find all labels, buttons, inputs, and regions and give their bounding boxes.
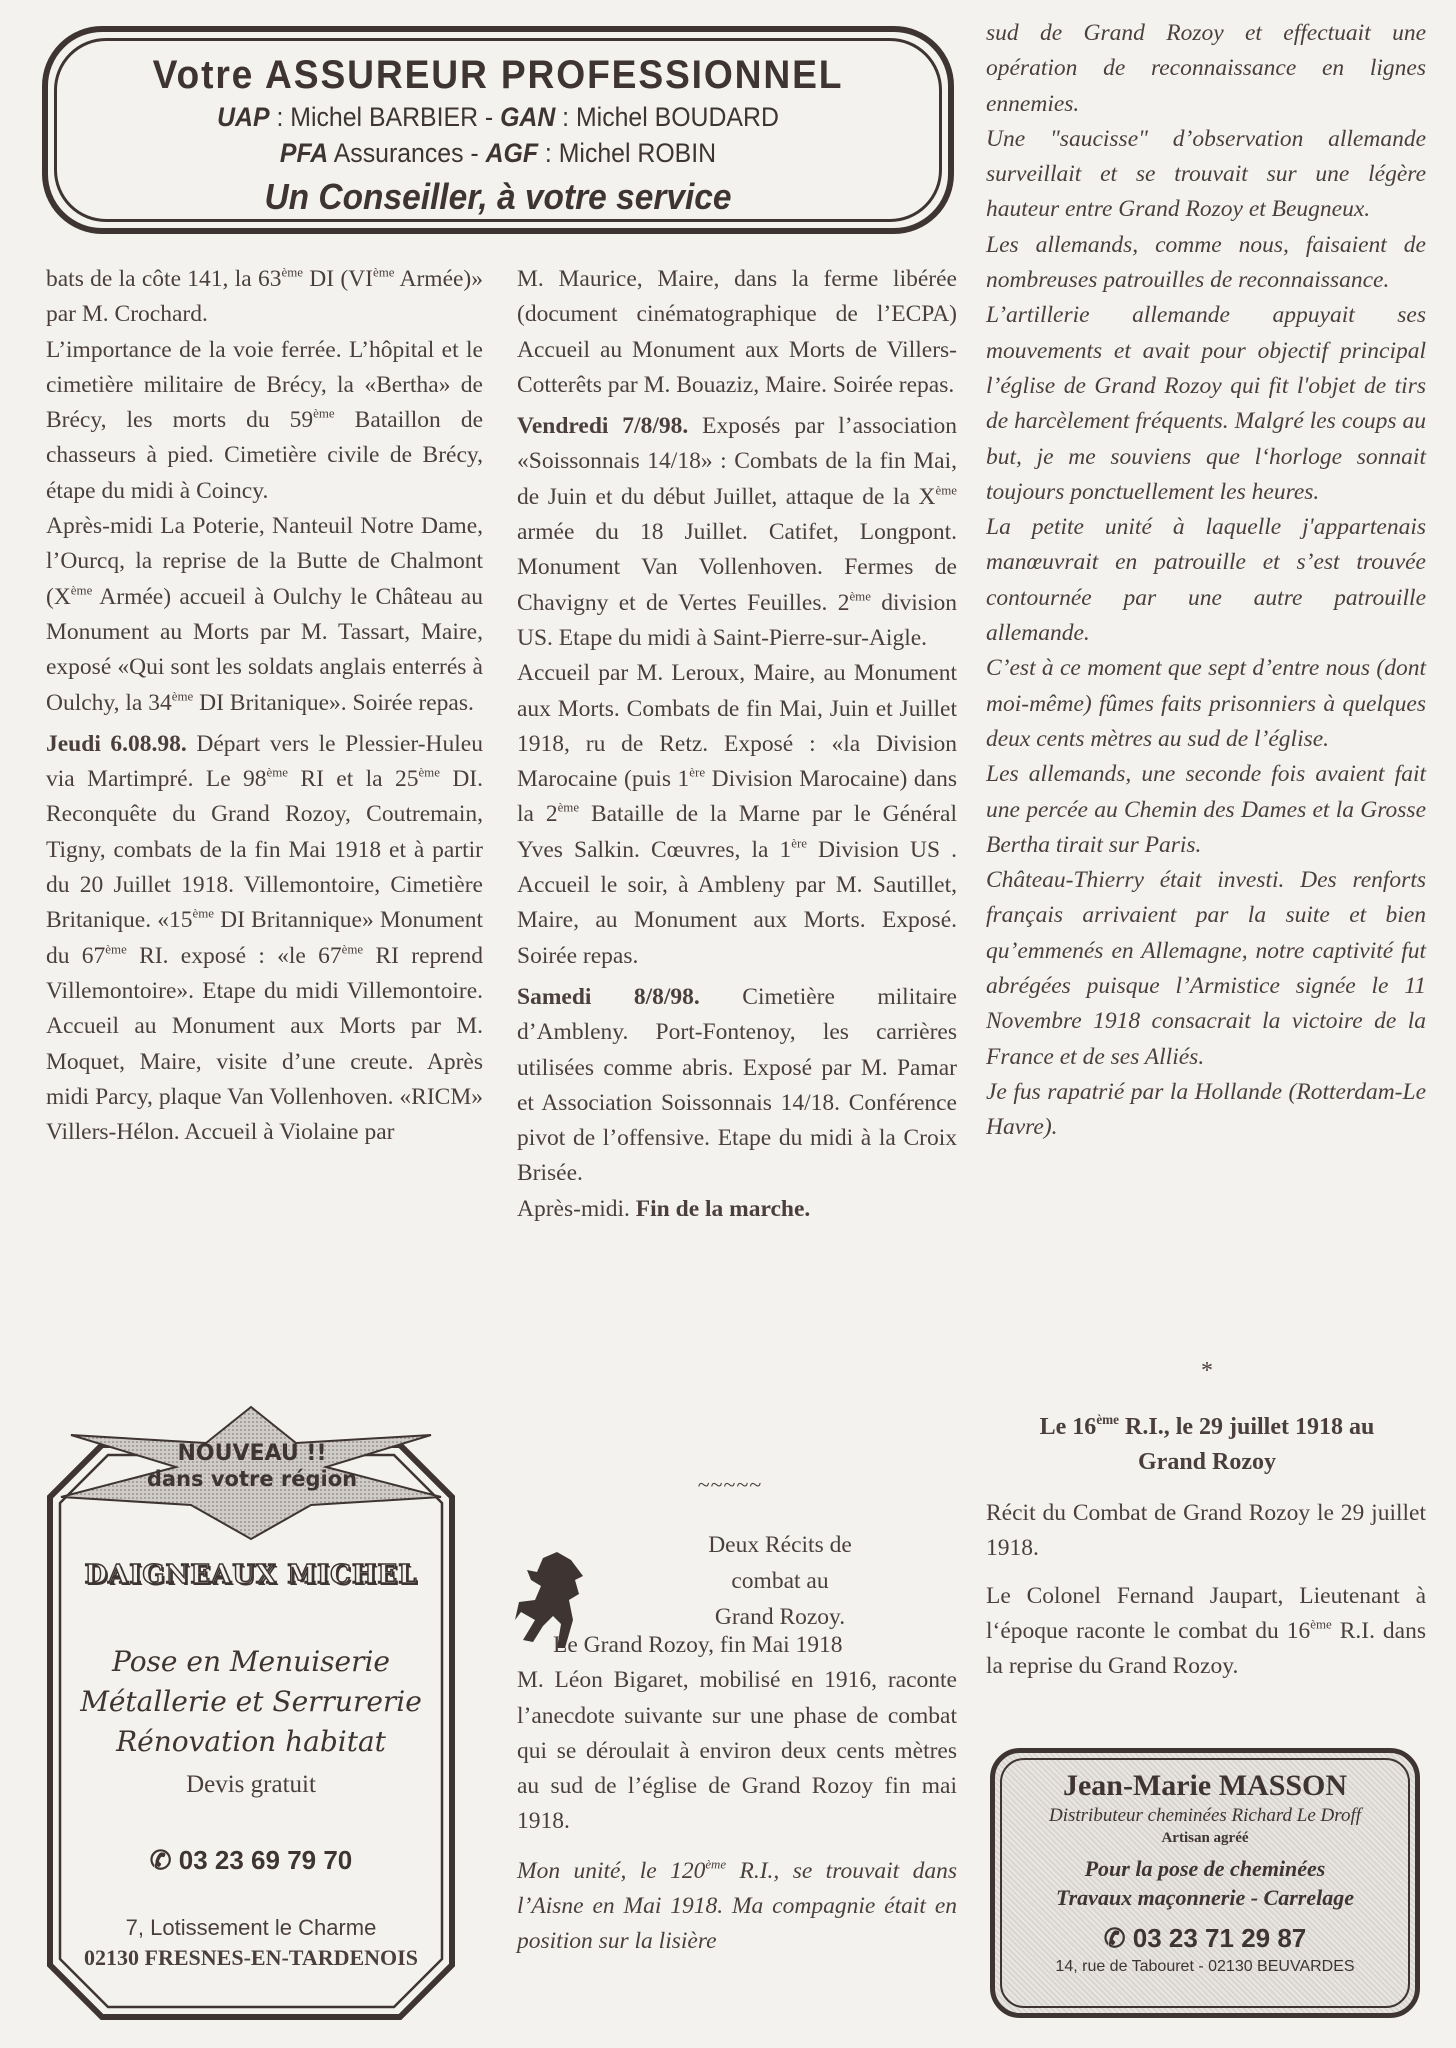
ad-agents-line-1: UAP : Michel BARBIER - GAN : Michel BOUDARD — [217, 102, 779, 132]
ad-phone: ✆ 03 23 71 29 87 — [1103, 1923, 1307, 1953]
column-2 — [517, 262, 957, 1227]
paragraph: Accueil par M. Leroux, Maire, au Monument aux Morts. Combats de fin Mai, Juin et Juillet 1918, ru de Retz. Exposé : «la Division Marocaine (puis 1ère Division Marocaine) dans la 2ème Bataille de la Marne par le Général Yves Salkin. Cœuvres, la 1ère Division US . Accueil le soir, à Ambleny par M. Sautillet, Maire, au Monument aux Morts. Exposé. Soirée repas. — [517, 660, 958, 969]
phone-icon: ✆ — [149, 1845, 172, 1875]
phone-icon: ✆ — [1103, 1923, 1126, 1953]
section-separator: ~~~~~ — [697, 1472, 763, 1497]
badge-line-1: NOUVEAU !! — [177, 1441, 327, 1466]
ad-agents-line-2: PFA Assurances - AGF : Michel ROBIN — [279, 138, 717, 168]
ad-approved: Artisan agréé — [1161, 1830, 1249, 1846]
masson-ad — [990, 1748, 1420, 2018]
paragraph: L’artillerie allemande appuyait ses mouvements et avait pour objectif principal l’église de Grand Rozoy qui fit l'objet de tirs de harcèlement fréquents. Malgré les coups au but, je me souviens que l‘horloge sonnait toujours ponctuellement les heures. — [986, 302, 1426, 505]
paragraph: L’importance de la voie ferrée. L’hôpital et le cimetière militaire de Brécy, la «Bertha» de Brécy, les morts du 59ème Bataillon de chasseurs à pied. Cimetière civile de Brécy, étape du midi à Coincy. — [46, 336, 483, 504]
asterisk-separator: * — [1201, 1358, 1213, 1384]
paragraph: bats de la côte 141, la 63ème DI (VIème Armée)» par M. Crochard. — [46, 264, 484, 328]
ad-service: Pose en Menuiserie — [111, 1645, 391, 1678]
section-heading-line: Grand Rozoy. — [714, 1604, 846, 1630]
section-heading-line: Deux Récits de — [708, 1532, 852, 1558]
ad-name: Jean-Marie MASSON — [1062, 1769, 1348, 1802]
section-heading-16ri-line-2: Grand Rozoy — [1138, 1449, 1276, 1475]
ad-phone: ✆ 03 23 69 79 70 — [149, 1845, 353, 1875]
paragraph-samedi: Samedi 8/8/98. Cimetière militaire d’Ambleny. Port-Fontenoy, les carrières utilisées comme abris. Exposé par M. Pamar et Association Soissonnais 14/18. Conférence pivot de l’offensive. Etape du midi à la Croix Brisée. — [517, 983, 957, 1187]
ad-service: Pour la pose de cheminées — [1084, 1856, 1326, 1881]
paragraph: Récit du Combat de Grand Rozoy le 29 juillet 1918. — [986, 1500, 1426, 1562]
paragraph: M. Maurice, Maire, dans la ferme libérée (document cinématographique de l’ECPA) Accueil au Monument aux Morts de Villers-Cotterêts par M. Bouaziz, Maire. Soirée repas. — [517, 266, 957, 398]
ad-address: 14, rue de Tabouret - 02130 BEUVARDES — [1055, 1958, 1355, 1975]
ad-service: Travaux maçonnerie - Carrelage — [1056, 1885, 1354, 1910]
paragraph: M. Léon Bigaret, mobilisé en 1916, raconte l’anecdote suivante sur une phase de combat qui se déroulait à environ deux cents mètres au sud de l’église de Grand Rozoy fin mai 1918. — [517, 1667, 957, 1835]
badge-line-2: dans votre région — [146, 1467, 358, 1491]
section-heading-line: combat au — [731, 1568, 829, 1594]
ad-address-line-1: 7, Lotissement le Charme — [125, 1915, 377, 1940]
ad-service: Métallerie et Serrurerie — [80, 1685, 422, 1718]
paragraph-vendredi: Vendredi 7/8/98. Exposés par l’association «Soissonnais 14/18» : Combats de la fin Mai, de Juin et du début Juillet, attaque de la Xème armée du 18 Juillet. Catifet, Longpont. Monument Van Vollenhoven. Fermes de Chavigny et de Vertes Feuilles. 2ème division US. Etape du midi à Saint-Pierre-sur-Aigle. — [517, 413, 958, 651]
ad-service: Rénovation habitat — [116, 1725, 386, 1758]
column-3 — [986, 16, 1426, 1146]
paragraph: Château-Thierry était investi. Des renforts français arrivaient par la suite et bien qu’emmenés en Allemagne, notre captivité fut abrégées puisque l’Armistice signée le 11 Novembre 1918 consacrait la victoire de la France et de ses Alliés. — [986, 867, 1426, 1070]
paragraph: La petite unité à laquelle j'appartenais manœuvrait en patrouille et s’est trouvée contournée par une autre patrouille allemande. — [986, 514, 1426, 647]
column-3-story — [986, 1496, 1426, 1684]
section-heading-16ri: Le 16ème R.I., le 29 juillet 1918 au — [1039, 1412, 1375, 1440]
paragraph: Après-midi. Fin de la marche. — [517, 1195, 811, 1222]
paragraph: C’est à ce moment que sept d’entre nous (dont moi-même) fûmes faits prisonniers à quelques deux cents mètres au sud de l’église. — [986, 655, 1426, 752]
paragraph: Je fus rapatrié par la Hollande (Rotterdam-Le Havre). — [986, 1078, 1426, 1141]
paragraph: Après-midi La Poterie, Nanteuil Notre Dame, l’Ourcq, la reprise de la Butte de Chalmont (Xème Armée) accueil à Oulchy le Château au Monument au Morts par M. Tassart, Maire, exposé «Qui sont les soldats anglais enterrés à Oulchy, la 34ème DI Britanique». Soirée repas. — [46, 513, 483, 716]
paragraph: Le Colonel Fernand Jaupart, Lieutenant à l‘époque raconte le combat du 16ème R.I. dans la reprise du Grand Rozoy. — [986, 1582, 1426, 1680]
paragraph: Les allemands, comme nous, faisaient de nombreuses patrouilles de reconnaissance. — [986, 231, 1426, 294]
paragraph: Une "saucisse" d’observation allemande surveillait et se trouvait sur une légère hauteur entre Grand Rozoy et Beugneux. — [986, 125, 1426, 223]
ad-brand: DAIGNEAUX MICHEL — [84, 1560, 418, 1590]
ad-quote-note: Devis gratuit — [186, 1771, 316, 1798]
story-subhead: Le Grand Rozoy, fin Mai 1918 — [553, 1632, 843, 1658]
daigneaux-ad — [42, 1405, 460, 2025]
paragraph-italic: Mon unité, le 120ème R.I., se trouvait dans l’Aisne en Mai 1918. Ma compagnie était en position sur la lisière — [517, 1856, 957, 1955]
paragraph: Les allemands, une seconde fois avaient fait une percée au Chemin des Dames et la Grosse Bertha tirait sur Paris. — [986, 761, 1426, 858]
paragraph-jeudi: Jeudi 6.08.98. Départ vers le Plessier-Huleu via Martimpré. Le 98ème RI et la 25ème DI. Reconquête du Grand Rozoy, Coutremain, Tigny, combats de la fin Mai 1918 et à partir du 20 Juillet 1918. Villemontoire, Cimetière Britanique. «15ème DI Britannique» Monument du 67ème RI. exposé : «le 67ème RI reprend Villemontoire». Etape du midi Villemontoire. Accueil au Monument aux Morts par M. Moquet, Maire, visite d’une creute. Après midi Parcy, plaque Van Vollenhoven. «RICM» Villers-Hélon. Accueil à Violaine par — [46, 730, 484, 1146]
ad-slogan: Un Conseiller, à votre service — [264, 176, 732, 217]
insurance-ad — [42, 26, 954, 234]
column-2-story — [517, 1628, 957, 1960]
column-1 — [46, 262, 483, 1150]
paragraph: sud de Grand Rozoy et effectuait une opération de reconnaissance en lignes ennemies. — [986, 20, 1426, 117]
ad-distributor: Distributeur cheminées Richard Le Droff — [1048, 1805, 1362, 1826]
ad-title: Votre ASSUREUR PROFESSIONNEL — [152, 53, 844, 97]
ad-address-line-2: 02130 FRESNES-EN-TARDENOIS — [84, 1945, 418, 1970]
